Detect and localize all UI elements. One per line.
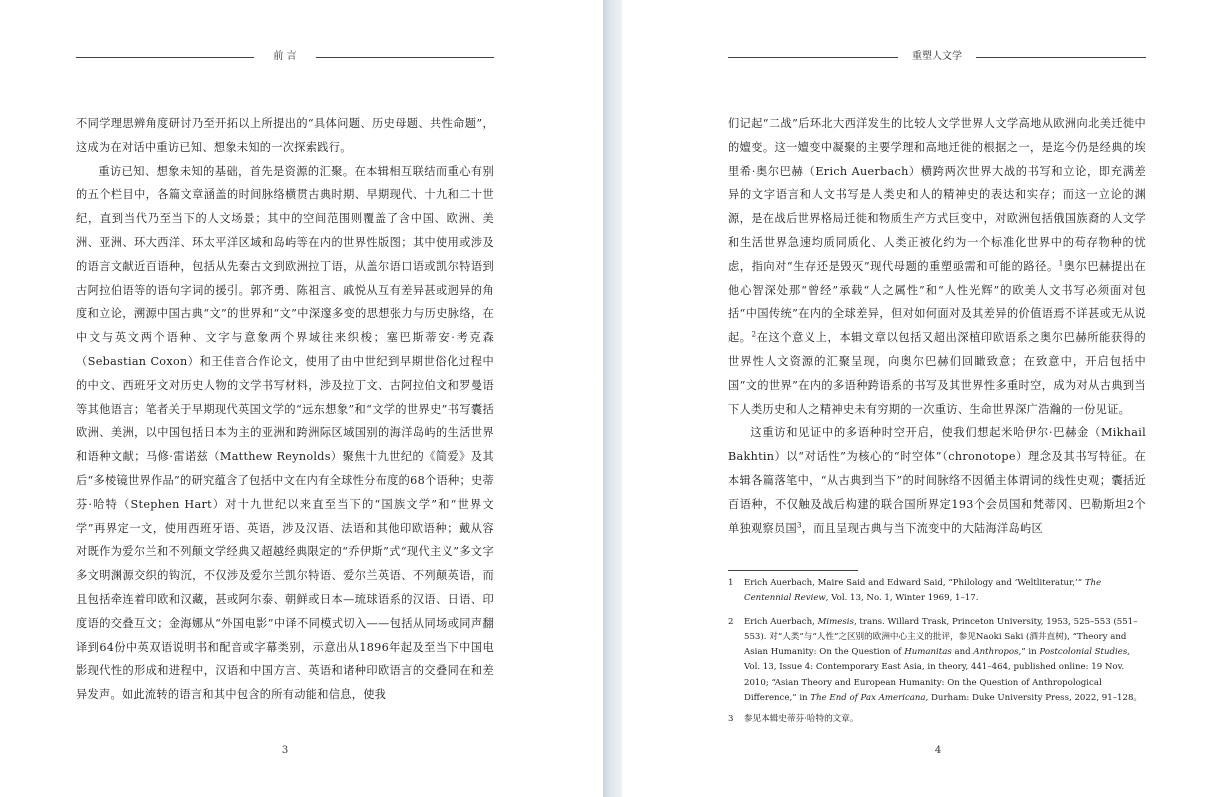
right-header-title: 重塑人文学 — [912, 51, 962, 62]
footnote — [728, 712, 1146, 727]
fn-rest: , trans. Willard Trask, Princeton University, 1953, 525–553 (551–553). 对“人类”与“人性”之区别的欧洲中心主义的批评，参见Naoki Saki (酒井直树), “Theory and Asian Humanity: On the Question of — [744, 616, 1138, 658]
footnote-number: 3 — [728, 714, 734, 725]
footnote-number: 1 — [728, 578, 734, 588]
left-body-text — [76, 112, 494, 707]
header-rule-left — [76, 57, 254, 58]
fn-journal: The Centennial Review — [744, 578, 1102, 604]
paragraph — [728, 112, 1146, 421]
text-run: 奥尔巴赫提出在他心智深处那“曾经”承载“人之属性”和“人性光辉”的欧美人文书写必须面对包括“中国传统”在内的全球差异，但对如何面对及其差异的价值语焉不详甚或无从说起。 — [728, 259, 1146, 345]
paragraph: 重访已知、想象未知的基础，首先是资源的汇聚。在本辑相互联结而重心有别的五个栏目中，各篇文章涵盖的时间脉络横贯古典时期、早期现代、十九和二十世纪，直到当代乃至当下的人文场景；其中的空间范围则覆盖了含中国、欧洲、美洲、亚洲、环大西洋、环太平洋区域和岛屿等在内的世界性版图；其中使用或涉及的语言文献近百语种，包括从先秦古文到欧洲拉丁语，从盖尔语口语或凯尔特语到古阿拉伯语等的语句字词的援引。郭齐勇、陈祖言、戚悦从互有差异甚或迥异的角度和立论，溯源中国古典“文”的世界和“文”中深邃多变的思想张力与历史脉络，在中文与英文两个语种、文字与意象两个界域往来织梭；塞巴斯蒂安·考克森（Sebastian Coxon）和王佳音合作论文，使用了由中世纪到早期世俗化过程中的中文、西班牙文对历史人物的文学书写材料，涉及拉丁文、古阿拉伯文和罗曼语等其他语言；笔者关于早期现代英国文学的“远东想象”和“文学的世界史”书写囊括欧洲、美洲，以中国包括日本为主的亚洲和跨洲际区域国别的海洋岛屿的生活世界和语种文献；马修·雷诺兹（Matthew Reynolds）聚焦十九世纪的《简爱》及其后“多棱镜世界作品”的研究蕴含了包括中文在内有全球性分布度的68个语种；史蒂芬·哈特（Stephen Hart）对十九世纪以来直至当下的“国族文学”和“世界文学”再界定一文，使用西班牙语、英语，涉及汉语、法语和其他印欧语种；戴从容对既作为爱尔兰和不列颠文学经典又超越经典限定的“乔伊斯”式“现代主义”多文字多文明渊源交织的钩沉，不仅涉及爱尔兰凯尔特语、爱尔兰英语、不列颠英语，而且包括牵连着印欧和汉藏，甚或阿尔泰、朝鲜或日本—琉球语系的汉语、日语、印度语的交叠互文；金海娜从“外国电影”中译不同模式切入——包括从同场或同声翻译到64份中英双语说明书和配音或字幕类别，示意出从1896年起及至当下中国电影现代性的形成和进程中，汉语和中国方言、英语和诸种印欧语言的交叠同在和差异发声。如此流转的语言和其中包含的所有动能和信息，使我 — [76, 164, 494, 702]
footnotes — [728, 576, 1146, 728]
text-run: 在这个意义上，本辑文章以包括又超出深植印欧语系之奥尔巴赫所能获得的世界性人文资源的汇聚呈现，向奥尔巴赫们回瞰致意；在致意中，开启包括中国“文的世界”在内的多语种跨语系的书写及其世界性多重时空，成为对从古典到当下人类历史和人之精神史未有穷期的一次重访、生命世界深广浩瀚的一份见证。 — [728, 331, 1146, 416]
fn-author: Erich Auerbach, Maire Said and Edward Said, “Philology and ‘Weltliteratur,’” — [744, 578, 1083, 588]
footnote-marker[interactable]: 3 — [796, 520, 802, 529]
fn-book: Mimesis — [817, 616, 854, 627]
right-page — [622, 0, 1225, 797]
left-running-header — [76, 50, 494, 64]
fn-italic: Anthropos, — [973, 647, 1022, 658]
header-rule-right — [316, 57, 494, 58]
footnote-text: 参见本辑史蒂芬·哈特的文章。 — [744, 714, 859, 725]
footnote — [728, 576, 1146, 607]
paragraph: 不同学理思辨角度研讨乃至开拓以上所提出的“具体问题、历史母题、共性命题”，这成为在对话中重访已知、想象未知的一次探索践行。 — [76, 117, 494, 154]
right-page-number: 4 — [934, 745, 942, 756]
header-rule-left — [728, 57, 898, 58]
fn-italic: Humanitas — [904, 647, 952, 658]
text-run: 这重访和见证中的多语种时空开启，使我们想起米哈伊尔·巴赫金（Mikhail Bakhtin）以“对话性”为核心的“时空体”（chronotope）理念及其书写特征。在本辑各篇落笔中，“从古典到当下”的时间脉络不因循主体谓词的线性史观；囊括近百语种，不仅触及战后构建的联合国所界定193个会员国和梵蒂冈、巴勒斯坦2个单独观察员国 — [728, 426, 1146, 535]
right-body-text — [728, 112, 1146, 540]
left-page-number: 3 — [281, 745, 289, 756]
fn-rest: Durham: Duke University Press, 2022, 91–128。 — [931, 693, 1143, 704]
text-run: ，而且呈现古典与当下流变中的大陆海洋岛屿区 — [801, 521, 1043, 535]
footnote-marker[interactable]: 2 — [751, 330, 757, 339]
fn-italic: The End of Pax Americana, — [810, 693, 929, 704]
fn-rest: and — [954, 647, 971, 658]
footnote-text — [744, 576, 1146, 607]
fn-rest: , Vol. 13, No. 1, Winter 1969, 1–17. — [825, 593, 979, 604]
fn-rest: Vol. 13, Issue 4: Contemporary East Asia, in theory, 441–464, published online: 19 Nov. 2010; “Asian Theory and European Humanity: On the Question of Anthropological Difference,” in — [744, 662, 1125, 704]
fn-italic: Postcolonial Studies, — [1039, 647, 1131, 658]
footnote-number: 2 — [728, 616, 734, 627]
header-rule-right — [976, 57, 1146, 58]
footnote — [728, 615, 1146, 707]
left-page — [0, 0, 603, 797]
text-run: 们记起“二战”后环北大西洋发生的比较人文学世界人文学高地从欧洲向北美迁徙中的嬗变。这一嬗变中凝聚的主要学理和高地迁徙的根据之一，是迄今仍是经典的埃里希·奥尔巴赫（Erich Auerbach）横跨两次世界大战的书写和立论，即充满差异的文字语言和人文书写是人类史和人的精神史的表达和实存；而这一立论的渊源，是在战后世界格局迁徙和物质生产方式巨变中，对欧洲包括俄国族裔的人文学和生活世界急速均质同质化、人类正被化约为一个标准化世界中的苟存物种的忧虑，指向对“生存还是毁灭”现代母题的重塑亟需和可能的路径。 — [728, 117, 1146, 273]
left-header-title: 前 言 — [273, 51, 297, 62]
footnote-marker[interactable]: 1 — [1058, 259, 1064, 268]
footnote-separator — [728, 570, 858, 571]
book-gutter — [603, 0, 622, 797]
paragraph — [728, 421, 1146, 540]
footnote-text — [744, 615, 1146, 707]
right-running-header — [728, 50, 1146, 64]
fn-rest: ” in — [1021, 647, 1037, 658]
fn-author: Erich Auerbach, — [744, 616, 815, 627]
